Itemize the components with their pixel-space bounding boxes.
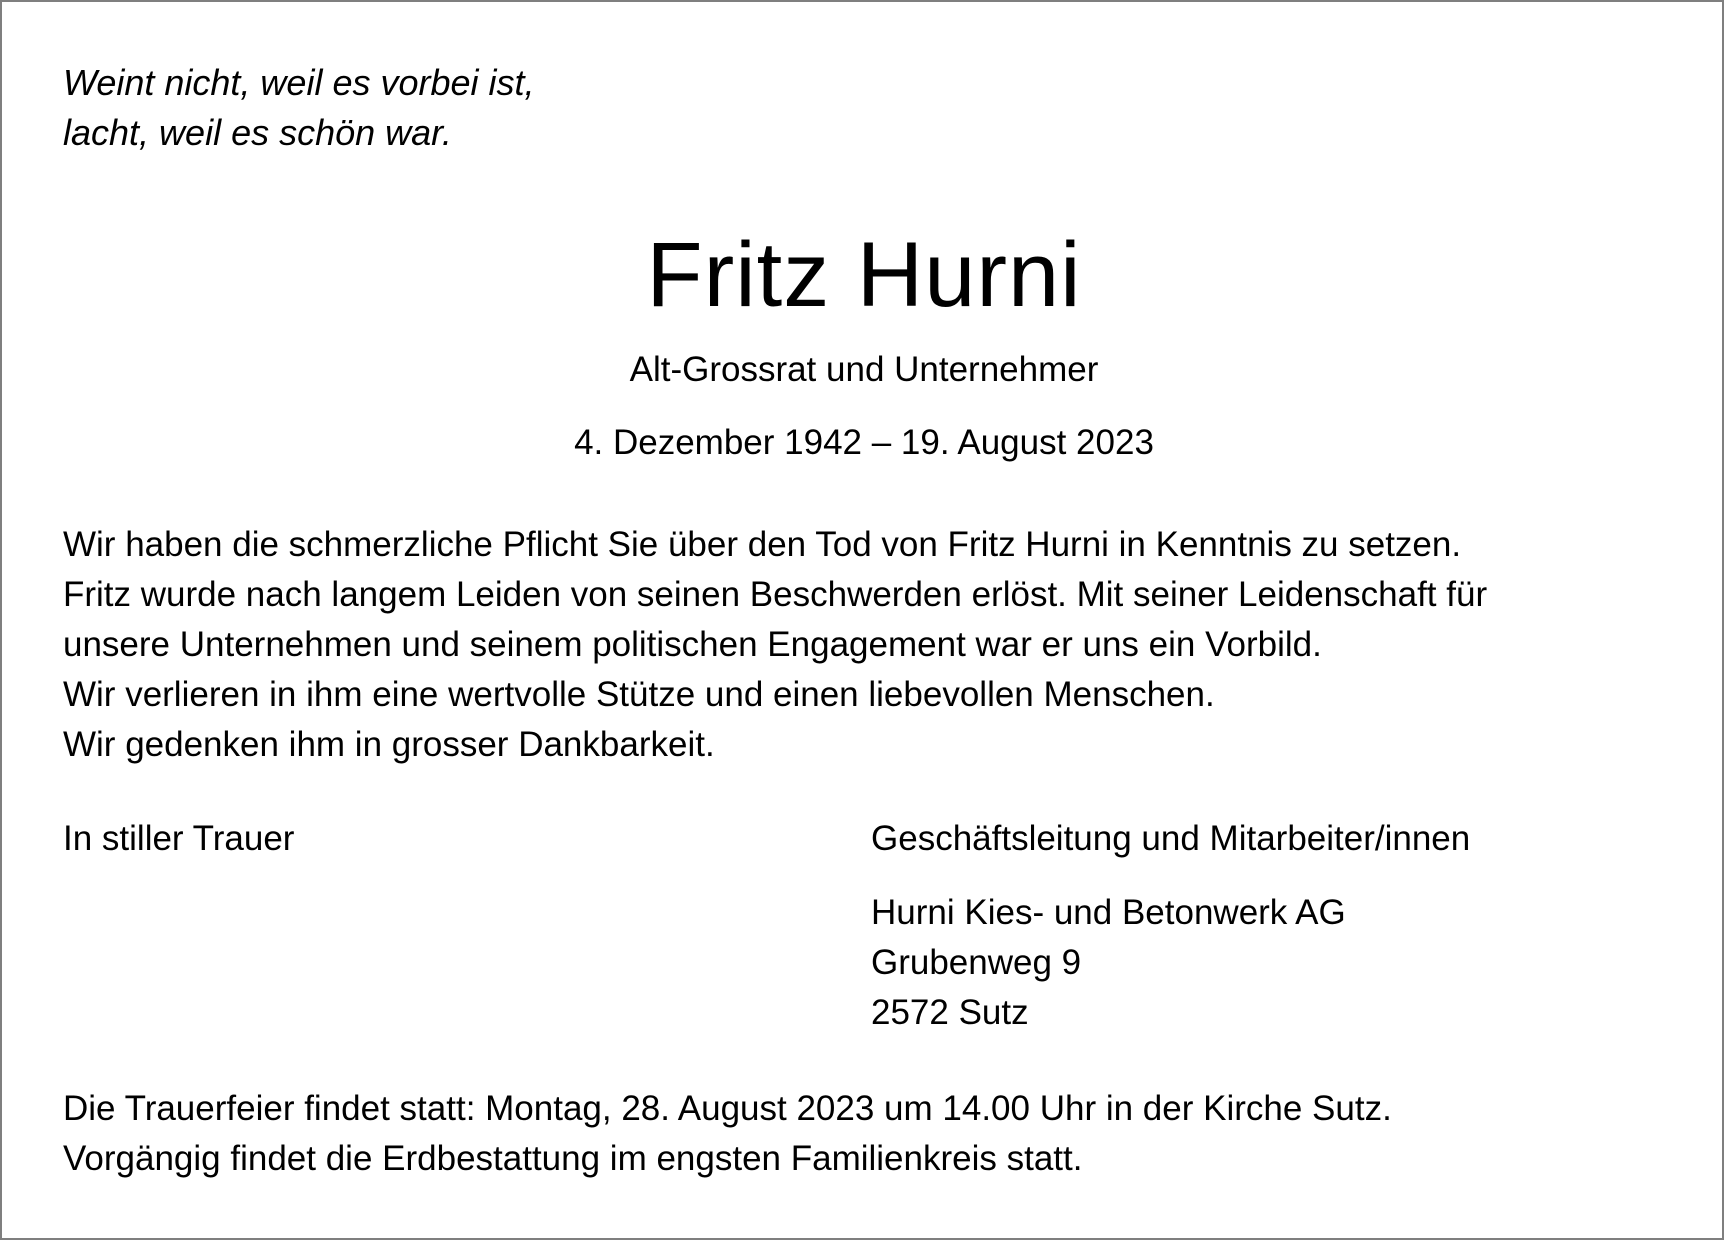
announcement-line: Wir gedenken ihm in grosser Dankbarkeit. [63,725,715,764]
deceased-name: Fritz Hurni [646,224,1082,326]
service-line-2: Vorgängig findet die Erdbestattung im engsten Familienkreis statt. [63,1139,1083,1178]
announcement-line: Wir haben die schmerzliche Pflicht Sie über den Tod von Fritz Hurni in Kenntnis zu setzen. [63,525,1462,564]
company-street: Grubenweg 9 [871,943,1082,982]
announcement-line: Fritz wurde nach langem Leiden von seinen Beschwerden erlöst. Mit seiner Leidenschaft für [63,575,1488,614]
service-line-1: Die Trauerfeier findet statt: Montag, 28. August 2023 um 14.00 Uhr in der Kirche Sutz. [63,1089,1392,1128]
funeral-service-info [63,1084,1392,1184]
motto-line-1: Weint nicht, weil es vorbei ist, [63,62,535,103]
signatories: Geschäftsleitung und Mitarbeiter/innen [871,819,1471,858]
life-dates: 4. Dezember 1942 – 19. August 2023 [574,423,1154,462]
company-address [871,888,1346,1038]
mourning-phrase: In stiller Trauer [63,819,295,858]
announcement-text [63,520,1487,770]
deceased-title: Alt-Grossrat und Unternehmer [629,350,1099,389]
motto-quote [63,58,535,158]
motto-line-2: lacht, weil es schön war. [63,112,452,153]
company-city: 2572 Sutz [871,993,1029,1032]
company-name: Hurni Kies- und Betonwerk AG [871,893,1346,932]
announcement-line: Wir verlieren in ihm eine wertvolle Stütze und einen liebevollen Menschen. [63,675,1215,714]
announcement-line: unsere Unternehmen und seinem politischen Engagement war er uns ein Vorbild. [63,625,1322,664]
